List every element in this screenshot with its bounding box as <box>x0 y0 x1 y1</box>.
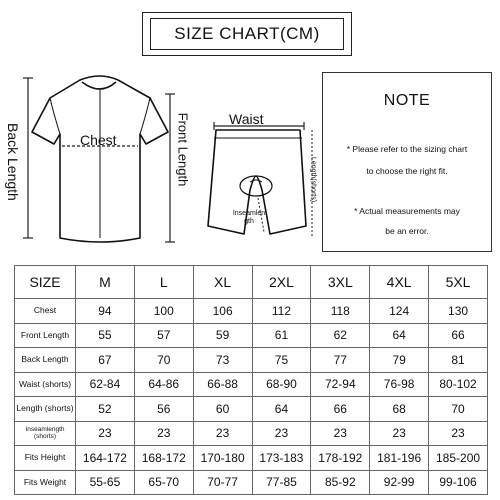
table-cell: 64 <box>252 397 311 422</box>
table-row <box>15 299 488 324</box>
table-cell: 56 <box>134 397 193 422</box>
table-cell: 65-70 <box>134 470 193 495</box>
table-cell: 61 <box>252 323 311 348</box>
table-row <box>15 348 488 373</box>
table-cell: 112 <box>252 299 311 324</box>
table-cell: 124 <box>370 299 429 324</box>
inseam-label: Inseamlength <box>232 210 266 225</box>
table-cell: 81 <box>429 348 488 373</box>
table-cell: 55-65 <box>76 470 135 495</box>
table-cell: 92-99 <box>370 470 429 495</box>
size-header-3xl: 3XL <box>311 266 370 299</box>
table-cell: 70-77 <box>193 470 252 495</box>
front-length-arrow <box>165 94 175 242</box>
table-cell: 94 <box>76 299 135 324</box>
row-label-fits-height: Fits Height <box>15 446 76 471</box>
row-label-inseam: Inseamlength (shorts) <box>15 421 76 446</box>
table-cell: 59 <box>193 323 252 348</box>
row-label-front-length: Front Length <box>15 323 76 348</box>
table-cell: 77 <box>311 348 370 373</box>
table-cell: 23 <box>134 421 193 446</box>
table-cell: 181-196 <box>370 446 429 471</box>
row-label-shorts-length: Length (shorts) <box>15 397 76 422</box>
size-table <box>14 265 488 495</box>
table-cell: 73 <box>193 348 252 373</box>
table-cell: 130 <box>429 299 488 324</box>
chest-label: Chest <box>80 132 117 148</box>
row-label-back-length: Back Length <box>15 348 76 373</box>
note-line-4: be an error. <box>385 226 429 236</box>
table-row <box>15 446 488 471</box>
table-cell: 66 <box>311 397 370 422</box>
waist-label: Waist <box>229 111 264 127</box>
table-cell: 66 <box>429 323 488 348</box>
table-cell: 75 <box>252 348 311 373</box>
table-cell: 70 <box>134 348 193 373</box>
table-cell: 67 <box>76 348 135 373</box>
note-heading: NOTE <box>383 92 431 109</box>
table-cell: 170-180 <box>193 446 252 471</box>
table-cell: 23 <box>429 421 488 446</box>
table-cell: 23 <box>76 421 135 446</box>
table-cell: 23 <box>252 421 311 446</box>
table-cell: 185-200 <box>429 446 488 471</box>
note-line-1: * Please refer to the sizing chart <box>346 144 468 154</box>
back-length-arrow <box>23 78 33 238</box>
table-cell: 72-94 <box>311 372 370 397</box>
table-cell: 55 <box>76 323 135 348</box>
table-cell: 100 <box>134 299 193 324</box>
note-line-2: to choose the right fit. <box>366 166 448 176</box>
table-cell: 60 <box>193 397 252 422</box>
back-length-label: Back Length <box>5 123 21 201</box>
jersey-outline <box>32 76 168 242</box>
table-header-row <box>15 266 488 299</box>
table-cell: 76-98 <box>370 372 429 397</box>
table-cell: 178-192 <box>311 446 370 471</box>
garment-diagram <box>0 60 320 260</box>
table-row <box>15 421 488 446</box>
table-cell: 70 <box>429 397 488 422</box>
table-cell: 85-92 <box>311 470 370 495</box>
size-header-xl: XL <box>193 266 252 299</box>
table-cell: 62-84 <box>76 372 135 397</box>
front-length-label: Front Length <box>175 112 191 187</box>
row-label-waist: Waist (shorts) <box>15 372 76 397</box>
table-cell: 68 <box>370 397 429 422</box>
table-cell: 80-102 <box>429 372 488 397</box>
row-label-fits-weight: Fits Weight <box>15 470 76 495</box>
table-cell: 23 <box>311 421 370 446</box>
table-cell: 118 <box>311 299 370 324</box>
table-cell: 23 <box>193 421 252 446</box>
table-cell: 57 <box>134 323 193 348</box>
table-cell: 79 <box>370 348 429 373</box>
row-label-chest: Chest <box>15 299 76 324</box>
table-cell: 168-172 <box>134 446 193 471</box>
table-cell: 23 <box>370 421 429 446</box>
size-header-l: L <box>134 266 193 299</box>
size-header-4xl: 4XL <box>370 266 429 299</box>
shorts-length-label: Length(shorts) <box>309 156 317 203</box>
size-corner-cell: SIZE <box>15 266 76 299</box>
table-row <box>15 397 488 422</box>
table-cell: 106 <box>193 299 252 324</box>
table-cell: 64 <box>370 323 429 348</box>
table-cell: 52 <box>76 397 135 422</box>
table-cell: 64-86 <box>134 372 193 397</box>
table-cell: 164-172 <box>76 446 135 471</box>
note-line-3: * Actual measurements may <box>354 206 460 216</box>
table-cell: 99-106 <box>429 470 488 495</box>
table-row <box>15 470 488 495</box>
table-row <box>15 372 488 397</box>
table-cell: 66-88 <box>193 372 252 397</box>
table-cell: 173-183 <box>252 446 311 471</box>
table-cell: 68-90 <box>252 372 311 397</box>
size-header-m: M <box>76 266 135 299</box>
page-title: SIZE CHART(CM) <box>150 18 344 50</box>
size-header-2xl: 2XL <box>252 266 311 299</box>
table-row <box>15 323 488 348</box>
table-cell: 77-85 <box>252 470 311 495</box>
table-cell: 62 <box>311 323 370 348</box>
size-header-5xl: 5XL <box>429 266 488 299</box>
